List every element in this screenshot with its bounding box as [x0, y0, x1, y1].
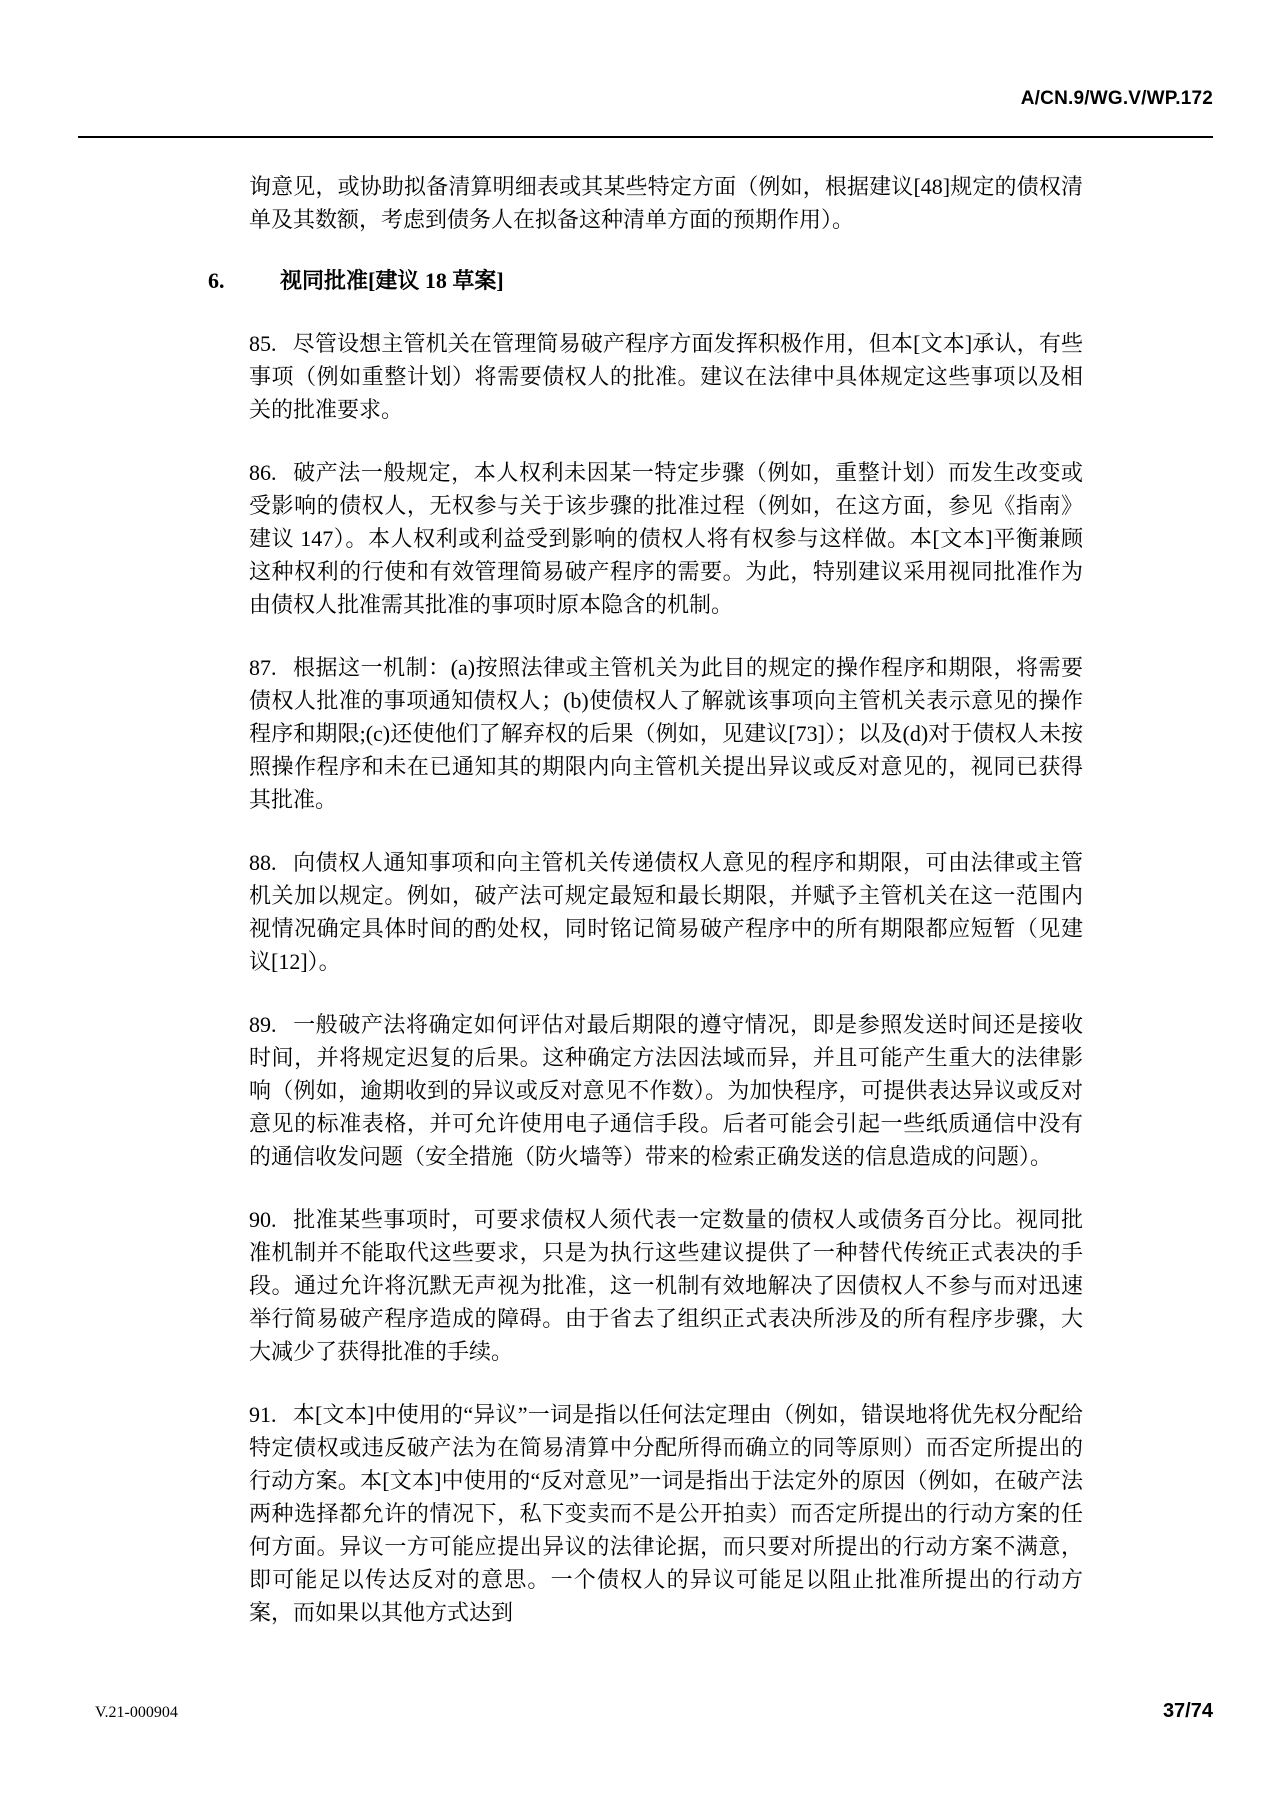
document-body [208, 170, 1083, 1629]
paragraph-number: 87. [249, 655, 277, 680]
paragraph-86 [249, 456, 1083, 621]
paragraph-90 [249, 1203, 1083, 1368]
paragraph-89 [249, 1008, 1083, 1173]
paragraph-text: 批准某些事项时，可要求债权人须代表一定数量的债权人或债务百分比。视同批准机制并不能取代这些要求，只是为执行这些建议提供了一种替代传统正式表决的手段。通过允许将沉默无声视为批准，这一机制有效地解决了因债权人不参与而对迅速举行简易破产程序造成的障碍。由于省去了组织正式表决所涉及的所有程序步骤，大大减少了获得批准的手续。 [249, 1207, 1083, 1364]
page-number: 37/74 [1162, 1700, 1213, 1722]
paragraph-number: 88. [249, 850, 277, 875]
paragraph-text: 向债权人通知事项和向主管机关传递债权人意见的程序和期限，可由法律或主管机关加以规定。例如，破产法可规定最短和最长期限，并赋予主管机关在这一范围内视情况确定具体时间的酌处权，同时铭记简易破产程序中的所有期限都应短暂（见建议[12]）。 [249, 850, 1083, 974]
paragraph-text: 破产法一般规定，本人权利未因某一特定步骤（例如，重整计划）而发生改变或受影响的债权人，无权参与关于该步骤的批准过程（例如，在这方面，参见《指南》建议 147）。本人权利或利益受到影响的债权人将有权参与这样做。本[文本]平衡兼顾这种权利的行使和有效管理简易破产程序的需要。为此，特别建议采用视同批准作为由债权人批准需其批准的事项时原本隐含的机制。 [249, 460, 1083, 617]
paragraph-number: 91. [249, 1402, 277, 1427]
section-heading [208, 264, 1083, 297]
paragraph-number: 85. [249, 331, 277, 356]
document-symbol: A/CN.9/WG.V/WP.172 [1020, 88, 1213, 109]
paragraph-text: 根据这一机制：(a)按照法律或主管机关为此目的规定的操作程序和期限，将需要债权人批准的事项通知债权人；(b)使债权人了解就该事项向主管机关表示意见的操作程序和期限;(c)还使他们了解弃权的后果（例如，见建议[73]）；以及(d)对于债权人未按照操作程序和未在已通知其的期限内向主管机关提出异议或反对意见的，视同已获得其批准。 [249, 655, 1083, 812]
paragraph-text: 询意见，或协助拟备清算明细表或其某些特定方面（例如，根据建议[48]规定的债权清单及其数额，考虑到债务人在拟备这种清单方面的预期作用）。 [249, 174, 1083, 232]
paragraph-number: 86. [249, 460, 277, 485]
section-heading-number: 6. [208, 268, 225, 293]
header-rule [78, 136, 1213, 138]
job-number: V.21-000904 [95, 1704, 178, 1721]
paragraph-87 [249, 651, 1083, 816]
paragraph-number: 89. [249, 1012, 277, 1037]
paragraph-text: 本[文本]中使用的“异议”一词是指以任何法定理由（例如，错误地将优先权分配给特定债权或违反破产法为在简易清算中分配所得而确立的同等原则）而否定所提出的行动方案。本[文本]中使用的“反对意见”一词是指出于法定外的原因（例如，在破产法两种选择都允许的情况下，私下变卖而不是公开拍卖）而否定所提出的行动方案的任何方面。异议一方可能应提出异议的法律论据，而只要对所提出的行动方案不满意，即可能足以传达反对的意思。一个债权人的异议可能足以阻止批准所提出的行动方案，而如果以其他方式达到 [249, 1402, 1083, 1625]
paragraph-88 [249, 846, 1083, 978]
paragraph-91 [249, 1398, 1083, 1629]
paragraph-85 [249, 327, 1083, 426]
paragraph-text: 一般破产法将确定如何评估对最后期限的遵守情况，即是参照发送时间还是接收时间，并将规定迟复的后果。这种确定方法因法域而异，并且可能产生重大的法律影响（例如，逾期收到的异议或反对意见不作数）。为加快程序，可提供表达异议或反对意见的标准表格，并可允许使用电子通信手段。后者可能会引起一些纸质通信中没有的通信收发问题（安全措施（防火墙等）带来的检索正确发送的信息造成的问题）。 [249, 1012, 1083, 1169]
paragraph-text: 尽管设想主管机关在管理简易破产程序方面发挥积极作用，但本[文本]承认，有些事项（例如重整计划）将需要债权人的批准。建议在法律中具体规定这些事项以及相关的批准要求。 [249, 331, 1083, 422]
paragraph-number: 90. [249, 1207, 277, 1232]
continuation-paragraph [249, 170, 1083, 236]
section-heading-title: 视同批准[建议 18 草案] [280, 268, 504, 293]
page-footer [78, 1700, 1213, 1723]
